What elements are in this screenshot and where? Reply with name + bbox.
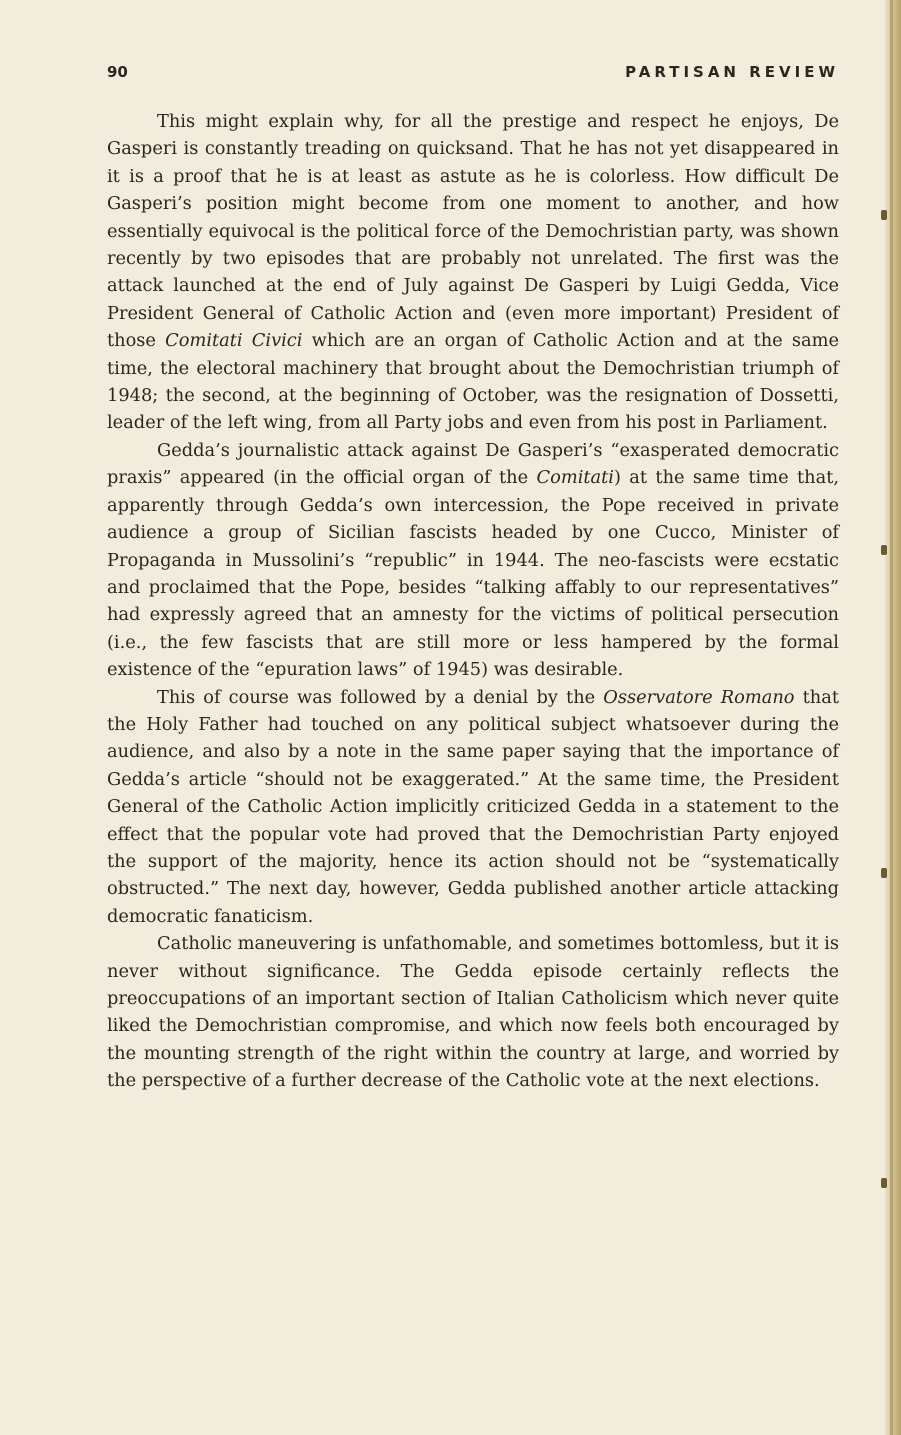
text-segment: Gedda’s journalistic attack against De Gasperi’s “exasperated democratic praxis” appeared (in the official organ of the [107,439,839,489]
running-head: PARTISAN REVIEW [625,63,839,81]
italic-title: Comitati [536,467,614,489]
edge-mark [881,1178,887,1188]
page-header [107,63,839,85]
text-segment: This of course was followed by a denial by the [157,686,604,708]
text-segment: that the Holy Father had touched on any political subject whatsoever during the audience, and also by a note in the same paper saying that the importance of Gedda’s article “should not be exaggerated.” At the same time, the President General of the Catholic Action implicitly criticized Gedda in a statement to the effect that the popular vote had proved that the Demochristian Party enjoyed the support of the majority, hence its action should not be “systematically obstructed.” The next day, however, Gedda published another article attacking democratic fanaticism. [107,686,839,927]
paragraph [107,684,839,931]
edge-mark [881,545,887,555]
article-body [107,108,839,1095]
page-edge [885,0,901,1435]
paragraph [107,930,839,1094]
italic-title: Osservatore Romano [603,686,795,708]
edge-mark [881,868,887,878]
page-edge-line [890,0,893,1435]
page-number: 90 [107,63,128,81]
paragraph [107,108,839,437]
text-segment: This might explain why, for all the prestige and respect he enjoys, De Gasperi is constantly treading on quicksand. That he has not yet disappeared in it is a proof that he is at least as astute as he is colorless. How difficult De Gasperi’s position might become from one moment to another, and how essentially equivocal is the political force of the Demochristian party, was shown recently by two episodes that are probably not unrelated. The first was the attack launched at the end of July against De Gasperi by Luigi Gedda, Vice President General of Catholic Action and (even more important) President of those [107,111,839,352]
italic-title: Comitati Civici [165,330,303,352]
text-segment: Catholic maneuvering is unfathomable, and sometimes bottomless, but it is never without significance. The Gedda episode certainly reflects the preoccupations of an important section of Italian Catholicism which never quite liked the Demochristian compromise, and which now feels both encouraged by the mounting strength of the right within the country at large, and worried by the perspective of a further decrease of the Catholic vote at the next elections. [107,933,839,1092]
edge-mark [881,210,887,220]
paragraph [107,437,839,684]
text-segment: which are an organ of Catholic Action and at the same time, the electoral machinery that brought about the Demochristian triumph of 1948; the second, at the beginning of October, was the resignation of Dossetti, leader of the left wing, from all Party jobs and even from his post in Parliament. [107,330,840,434]
text-segment: ) at the same time that, apparently through Gedda’s own intercession, the Pope received in private audience a group of Sicilian fascists headed by one Cucco, Minister of Propaganda in Mussolini’s “republic” in 1944. The neo-fascists were ecstatic and proclaimed that the Pope, besides “talking affably to our representatives” had expressly agreed that an amnesty for the victims of political persecution (i.e., the few fascists that are still more or less hampered by the formal existence of the “epuration laws” of 1945) was desirable. [107,467,840,681]
